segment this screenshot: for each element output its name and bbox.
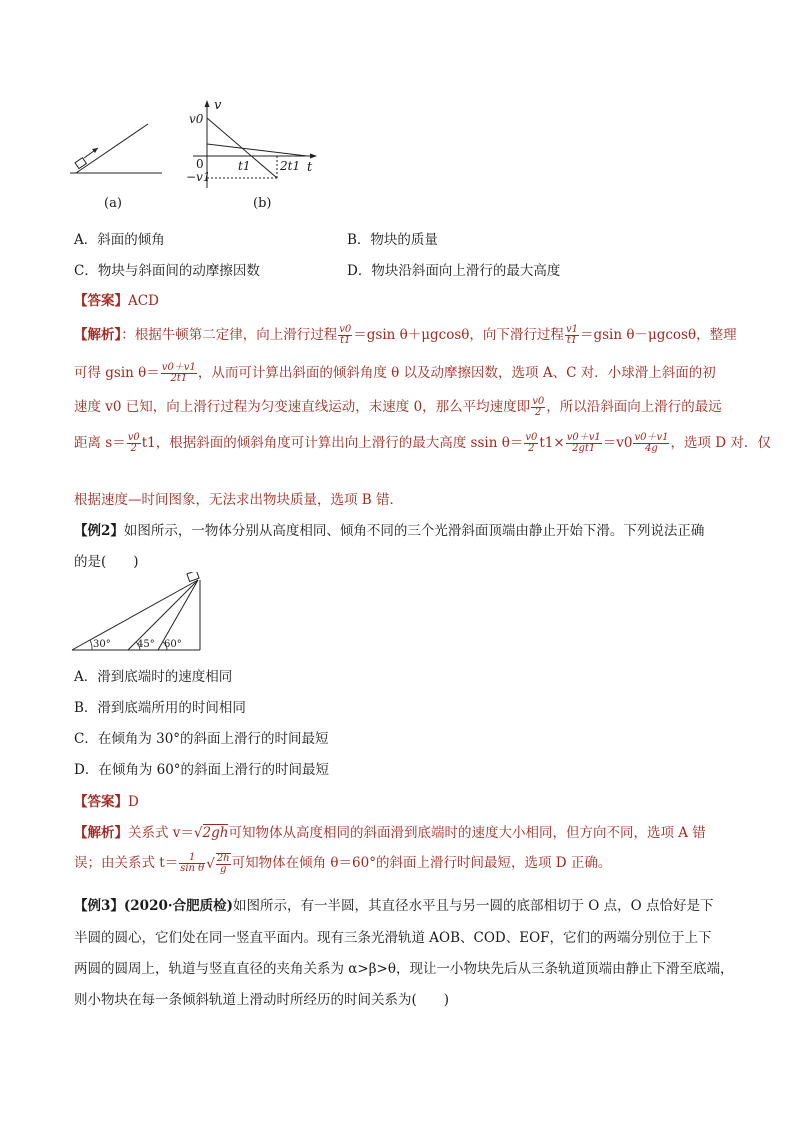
tick-t1: t1 xyxy=(238,159,251,173)
analysis-line-4: 距离 s＝ $\frac{v0}{2}$ t1，根据斜面的倾斜角度可计算出向上滑行的最大高度 ssin θ＝ $\frac{v0}{2}$ t1× $\frac{v0+v1}{2gt1}$ ＝v0 $\frac{v0+v1}{4g}$ ，选项 D 对．仅 xyxy=(74,432,771,454)
answer-value: ACD xyxy=(128,293,159,309)
ex2-answer: 【答案】D xyxy=(74,794,139,810)
analysis-line-2: 可得 gsin θ＝ $\frac{v0+v1}{2t1}$ ，从而可计算出斜面的倾斜角度 θ 以及动摩擦因数，选项 A、C 对．小球滑上斜面的初 xyxy=(74,362,716,384)
ex2-option-a: A．滑到底端时的速度相同 xyxy=(74,669,233,685)
example-3-line-3: 两圆的圆周上，轨道与竖直直径的夹角关系为 α>β>θ，现让一小物块先后从三条轨道顶端由静止下滑至底端， xyxy=(74,961,734,977)
option-c: C．物块与斜面间的动摩擦因数 xyxy=(74,263,260,279)
example-3-line-2: 半圆的圆心，它们处在同一竖直平面内。现有三条光滑轨道 AOB、COD、EOF，它们的两端分别位于上下 xyxy=(74,930,712,946)
analysis-line-1: 【解析】：根据牛顿第二定律，向上滑行过程 $\frac{v0}{t1}$ ＝gsin θ＋μgcosθ，向下滑行过程 $\frac{v1}{t1}$ ＝gsin θ－μgcosθ，整理 xyxy=(74,324,737,346)
ex2-option-b: B．滑到底端所用的时间相同 xyxy=(74,700,246,716)
answer-tag: 【答案】 xyxy=(74,293,128,309)
option-d: D．物块沿斜面向上滑行的最大高度 xyxy=(347,263,561,279)
answer-line-1 xyxy=(74,289,159,309)
example-2-stem-1: 【例2】如图所示，一物体分别从高度相同、倾角不同的三个光滑斜面顶端由静止开始下滑。下列说法正确 xyxy=(74,523,705,539)
analysis-line-5: 根据速度—时间图象，无法求出物块质量，选项 B 错． xyxy=(74,492,404,508)
analysis-line-3: 速度 v0 已知，向上滑行过程为匀变速直线运动，末速度 0，那么平均速度即 $\frac{v0}{2}$ ，所以沿斜面向上滑行的最远 xyxy=(74,396,722,418)
axis-label-t: t xyxy=(307,160,313,175)
tick-v0: v0 xyxy=(189,112,204,126)
ex2-analysis-line-1: 【解析】关系式 v＝√2gh可知物体从高度相同的斜面滑到底端时的速度大小相同，但方向不同，选项 A 错 xyxy=(74,825,706,841)
ex2-option-c: C．在倾角为 30°的斜面上滑行的时间最短 xyxy=(74,731,329,747)
angle-45: 45° xyxy=(137,639,155,650)
example-3-line-1: 【例3】(2020·合肥质检)如图所示，有一半圆，其直径水平且与另一圆的底部相切于 O 点，O 点恰好是下 xyxy=(74,898,714,914)
option-b: B．物块的质量 xyxy=(347,232,438,248)
example-3-line-4: 则小物块在每一条倾斜轨道上滑动时所经历的时间关系为( ) xyxy=(74,992,450,1008)
figure-label-a: (a) xyxy=(104,196,122,211)
angle-30: 30° xyxy=(93,639,111,650)
ex2-option-d: D．在倾角为 60°的斜面上滑行的时间最短 xyxy=(74,762,330,778)
figure-incline-a xyxy=(70,118,170,178)
figure-label-b: (b) xyxy=(253,196,272,211)
example-2-stem-2: 的是( ) xyxy=(74,554,139,570)
option-a: A．斜面的倾角 xyxy=(74,232,165,248)
angle-60: 60° xyxy=(164,639,182,650)
axis-label-v: v xyxy=(214,98,222,113)
tick-origin: 0 xyxy=(196,157,204,171)
tick-2t1: 2t1 xyxy=(280,159,301,173)
ex2-analysis-line-2: 误；由关系式 t＝ $\frac{1}{\text{sin θ}}$ √ $\frac{2h}{g}$ 可知物体在倾角 θ＝60°的斜面上滑行时间最短，选项 D 正确。 xyxy=(74,852,612,875)
tick-neg-v1: −v1 xyxy=(186,170,211,184)
